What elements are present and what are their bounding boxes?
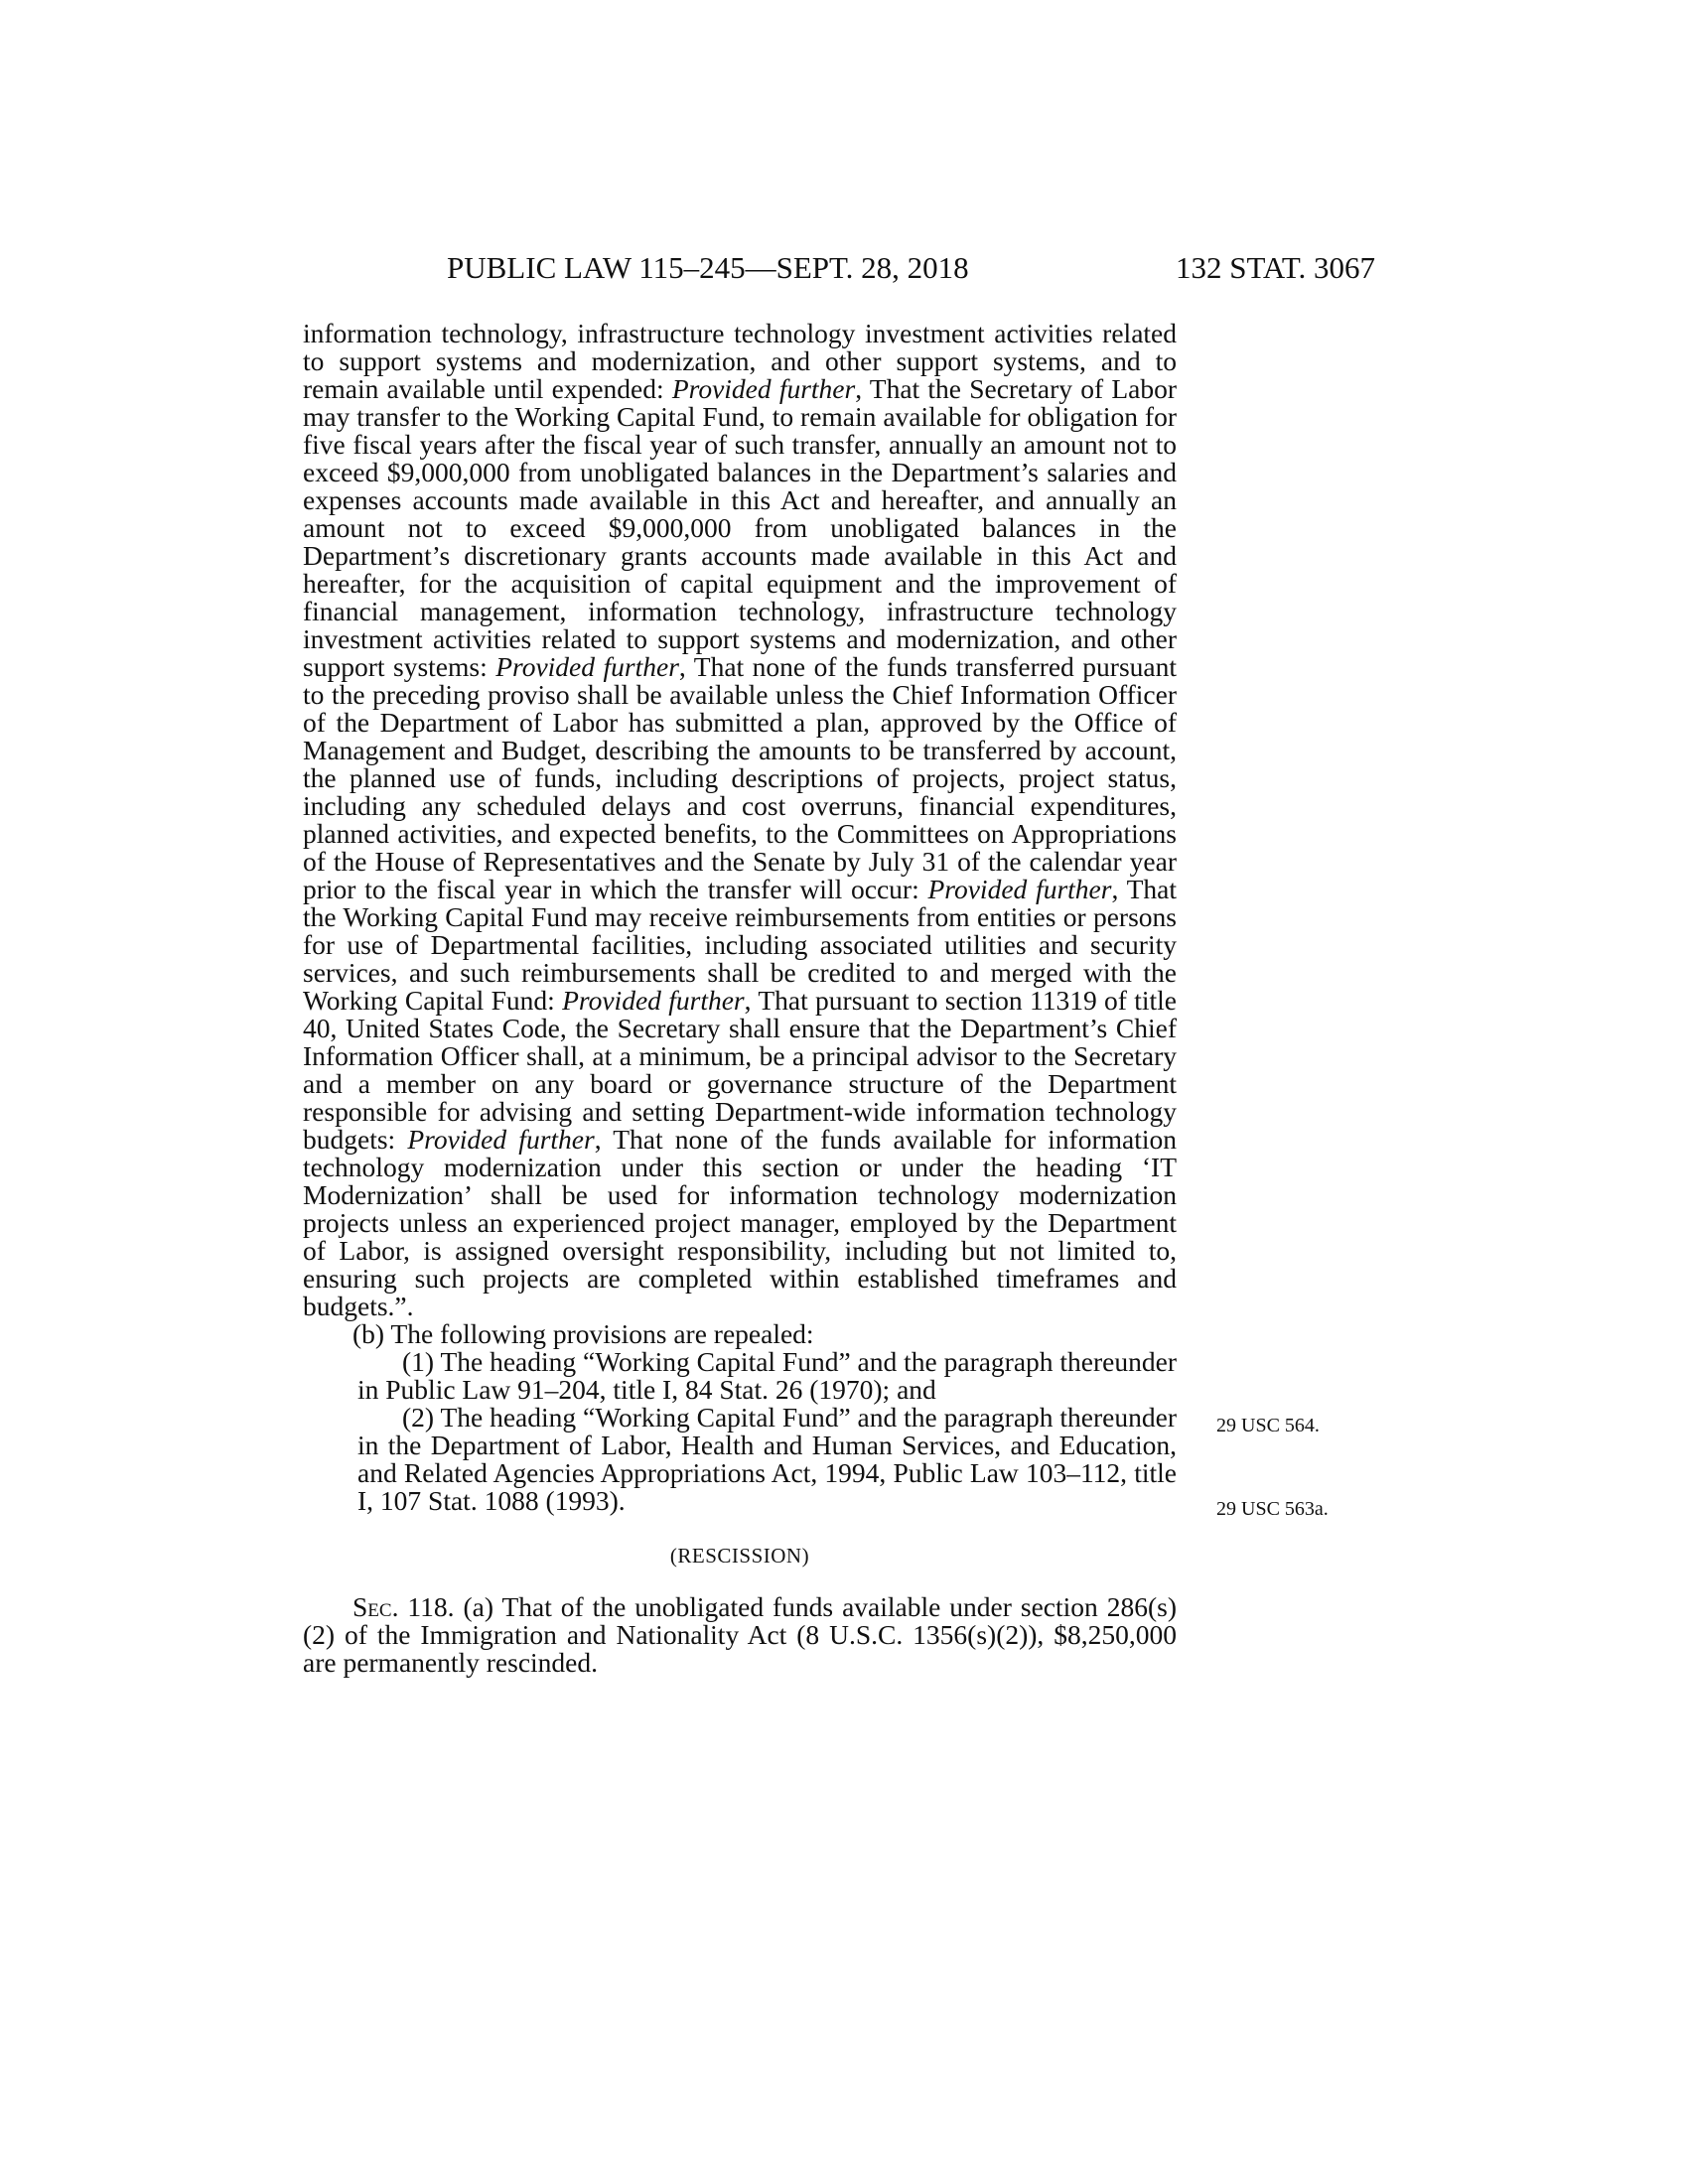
subsection-b-intro: (b) The following provisions are repealed: [352, 1318, 814, 1349]
rescission-heading: (RESCISSION) [669, 1544, 810, 1568]
section-118-text: 118. (a) That of the unobligated funds available under section 286(s)(2) of the Immigration and Nationality Act (8 U.S.C. 1356(s)(2)), $8,250,000 are permanently rescinded. [303, 1591, 1177, 1678]
repeal-item-2-text: (2) The heading “Working Capital Fund” and the paragraph thereunder in the Department of Labor, Health and Human Services, and Education, and Related Agencies Appropriations Act, 1994, Public Law 103–112, title I, 107 Stat. 1088 (1993). [357, 1402, 1177, 1516]
repeal-item-1 [303, 1346, 1320, 1436]
section-118-paragraph [303, 1593, 1177, 1677]
section-label: Sec. [352, 1591, 399, 1622]
repeal-item-1-text: (1) The heading “Working Capital Fund” and the paragraph thereunder in Public Law 91–204, title I, 84 Stat. 26 (1970); and [357, 1346, 1177, 1405]
law-title: PUBLIC LAW 115–245—SEPT. 28, 2018 [447, 250, 969, 285]
running-header [447, 246, 1375, 290]
margin-citation-1: 29 USC 564. [1216, 1415, 1320, 1436]
margin-citation-2: 29 USC 563a. [1216, 1498, 1329, 1520]
statute-page-number: 132 STAT. 3067 [1175, 250, 1375, 285]
document-body [303, 318, 1329, 1678]
continuation-paragraph: information technology, infrastructure technology investment activities related to support systems and modernization, and other support systems, and to remain available until expended: Provided further, That the Secretary of Labor may transfer to the Working Capital Fund, to remain available for obligation for five fiscal years after the fiscal year of such transfer, annually an amount not to exceed $9,000,000 from unobligated balances in the Department’s salaries and expenses accounts made available in this Act and hereafter, and annually an amount not to exceed $9,000,000 from unobligated balances in the Department’s discretionary grants accounts made available in this Act and hereafter, for the acquisition of capital equipment and the improvement of financial management, information technology, infrastructure technology investment activities related to support systems and modernization, and other support systems: Provided further, That none of the funds transferred pursuant to the preceding proviso shall be available unless the Chief Information Officer of the Department of Labor has submitted a plan, approved by the Office of Management and Budget, describing the amounts to be transferred by account, the planned use of funds, including descriptions of projects, project status, including any scheduled delays and cost overruns, financial expenditures, planned activities, and expected benefits, to the Committees on Appropriations of the House of Representatives and the Senate by July 31 of the calendar year prior to the fiscal year in which the transfer will occur: Provided further, That the Working Capital Fund may receive reimbursements from entities or persons for use of Departmental facilities, including associated utilities and security services, and such reimbursements shall be credited to and merged with the Working Capital Fund: Provided further, That pursuant to section 11319 of title 40, United States Code, the Secretary shall ensure that the Department’s Chief Information Officer shall, at a minimum, be a principal advisor to the Secretary and a member on any board or governance structure of the Department responsible for advising and setting Department-wide information technology budgets: Provided further, That none of the funds available for information technology modernization under this section or under the heading ‘IT Modernization’ shall be used for information technology modernization projects unless an experienced project manager, employed by the Department of Labor, is assigned oversight responsibility, including but not limited to, ensuring such projects are completed within established timeframes and budgets.”. [303, 318, 1178, 1321]
